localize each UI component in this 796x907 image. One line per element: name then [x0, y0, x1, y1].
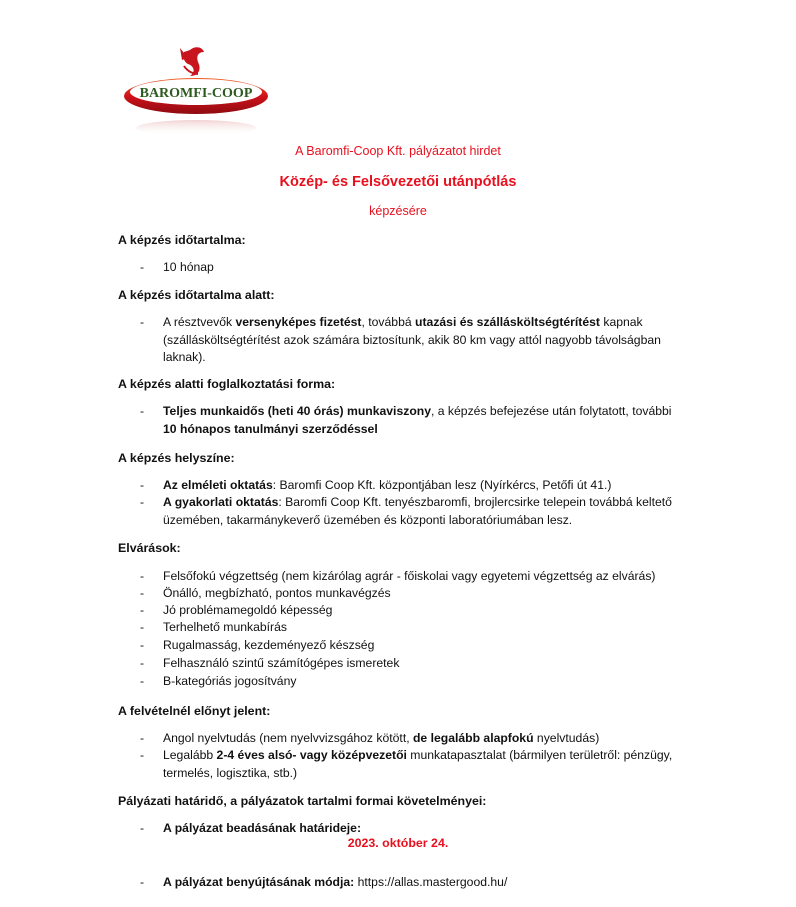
bullet-dash: - [140, 875, 145, 889]
bullet-dash: - [140, 586, 145, 600]
list-item: - Angol nyelvtudás (nem nyelvvizsgához kötött, de legalább alapfokú nyelvtudás) [140, 730, 680, 748]
bullet-dash: - [140, 731, 145, 745]
list-item: - A gyakorlati oktatás: Baromfi Coop Kft. tenyészbaromfi, brojlercsirke telepein továbbá keltető üzemében, takarmánykeverő üzemében és központi laboratóriumában lesz. [140, 495, 672, 527]
list-item: - A pályázat benyújtásának módja: https://allas.mastergood.hu/ [140, 874, 680, 892]
heading-during-training: A képzés időtartalma alatt: [118, 288, 275, 302]
bullet-dash: - [140, 748, 145, 762]
list-item: - B-kategóriás jogosítvány [140, 673, 680, 691]
heading-duration: A képzés időtartalma: [118, 233, 246, 247]
list-item: - Jó problémamegoldó képesség [140, 602, 680, 620]
list-item: - 10 hónap [140, 259, 680, 277]
list-item: - A pályázat beadásának határideje: [140, 820, 680, 838]
document-title: Közép- és Felsővezetői utánpótlás [279, 174, 517, 190]
bullet-dash: - [140, 478, 145, 492]
bullet-dash: - [140, 315, 145, 329]
logo-text: BAROMFI-COOP [139, 86, 253, 101]
bullet-dash: - [140, 404, 145, 418]
bullet-dash: - [140, 821, 145, 835]
list-item: - Teljes munkaidős (heti 40 órás) munkaviszony, a képzés befejezése után folytatott, további 10 hónapos tanulmányi szerződéssel [140, 404, 672, 436]
heading-location: A képzés helyszíne: [118, 451, 235, 465]
bullet-dash: - [140, 638, 145, 652]
application-url[interactable]: https://allas.mastergood.hu/ [354, 875, 508, 889]
heading-requirements: Elvárások: [118, 541, 181, 555]
baromfi-coop-logo [118, 40, 274, 140]
list-item: - Felsőfokú végzettség (nem kizárólag agrár - főiskolai vagy egyetemi végzettség az elvárás) [140, 568, 680, 586]
rooster-icon [180, 47, 204, 76]
deadline-date: 2023. október 24. [347, 836, 449, 850]
bullet-dash: - [140, 495, 145, 509]
announcement-line: A Baromfi-Coop Kft. pályázatot hirdet [295, 144, 501, 158]
list-item: - A résztvevők versenyképes fizetést, továbbá utazási és szállásköltségtérítést kapnak (szállásköltségtérítést azok számára biztosítunk, akik 80 km vagy attól nagyobb távolságban laknak). [140, 315, 661, 364]
document-subtitle: képzésére [369, 204, 427, 218]
heading-advantages: A felvételnél előnyt jelent: [118, 704, 271, 718]
list-item: - Az elméleti oktatás: Baromfi Coop Kft. központjában lesz (Nyírkércs, Petőfi út 41.) [140, 477, 680, 495]
list-item: - Terhelhető munkabírás [140, 619, 680, 637]
list-item: - Önálló, megbízható, pontos munkavégzés [140, 585, 680, 603]
list-item: - Felhasználó szintű számítógépes ismeretek [140, 655, 680, 673]
bullet-dash: - [140, 603, 145, 617]
list-item: - Rugalmasság, kezdeményező készség [140, 637, 680, 655]
heading-deadline: Pályázati határidő, a pályázatok tartalmi formai követelményei: [118, 794, 487, 808]
bullet-dash: - [140, 674, 145, 688]
bullet-dash: - [140, 569, 145, 583]
bullet-dash: - [140, 620, 145, 634]
bullet-dash: - [140, 656, 145, 670]
heading-employment-form: A képzés alatti foglalkoztatási forma: [118, 377, 336, 391]
bullet-dash: - [140, 260, 145, 274]
list-item: - Legalább 2-4 éves alsó- vagy középvezetői munkatapasztalat (bármilyen területről: pénzügy, termelés, logisztika, stb.) [140, 748, 673, 780]
